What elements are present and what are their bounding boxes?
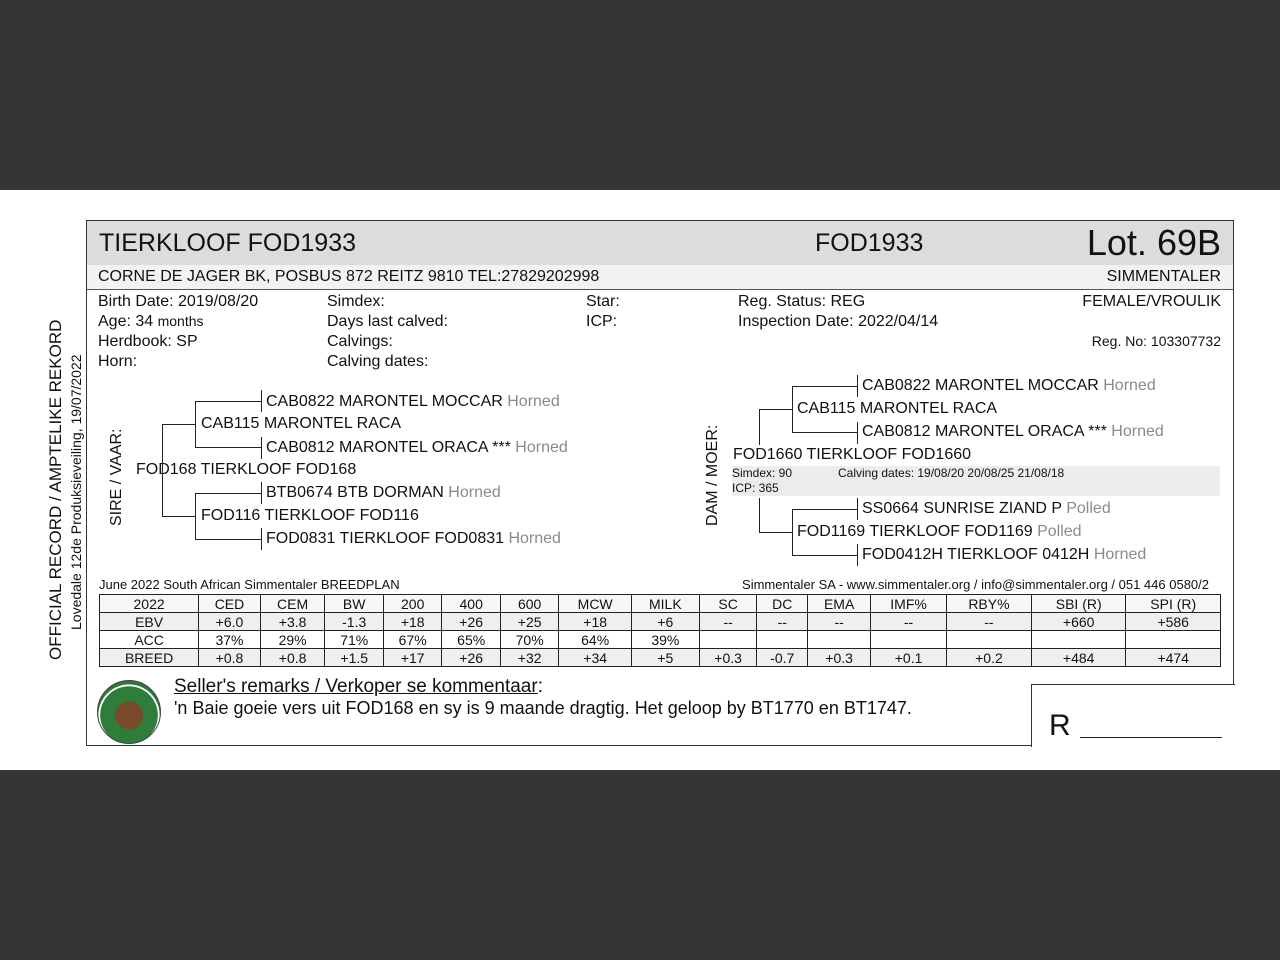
table-cell: +0.8: [260, 649, 325, 667]
pedigree-name: FOD1169 TIERKLOOF FOD1169: [797, 523, 1033, 540]
dam-sire-sire: [862, 377, 1156, 395]
calving-dates: Calving dates:: [327, 353, 429, 370]
connector-line: [792, 432, 857, 433]
dam-dam: [797, 523, 1082, 541]
table-header: RBY%: [946, 595, 1031, 613]
table-cell: +660: [1031, 613, 1125, 631]
connector-line: [792, 555, 857, 556]
table-header: IMF%: [871, 595, 947, 613]
animal-name: TIERKLOOF FOD1933: [99, 229, 357, 257]
pedigree-name: CAB0822 MARONTEL MOCCAR: [862, 377, 1099, 394]
sex: FEMALE/VROULIK: [1082, 293, 1221, 310]
table-cell: +0.2: [946, 649, 1031, 667]
connector-line: [162, 516, 196, 517]
table-cell: +6: [631, 613, 699, 631]
table-cell: -1.3: [325, 613, 383, 631]
table-header: SPI (R): [1126, 595, 1221, 613]
official-record-label: OFFICIAL RECORD / AMPTELIKE REKORD: [46, 319, 65, 660]
connector-line: [857, 422, 858, 444]
table-cell: --: [808, 613, 871, 631]
remarks-title-text: Seller's remarks / Verkoper se kommentaar: [174, 676, 538, 697]
age: [98, 313, 204, 331]
table-cell: +26: [442, 649, 500, 667]
sire-dam-dam: [266, 530, 561, 548]
table-header: 200: [383, 595, 441, 613]
table-cell: [757, 631, 808, 649]
breedplan-label: June 2022 South African Simmentaler BREEDPLAN: [99, 577, 400, 592]
pedigree-name: CAB0812 MARONTEL ORACA ***: [862, 423, 1107, 440]
connector-line: [261, 437, 262, 459]
table-cell: --: [871, 613, 947, 631]
age-unit: months: [157, 313, 204, 329]
table-cell: +17: [383, 649, 441, 667]
sale-label: Lovedale 12de Produksieveiling, 19/07/2022: [68, 354, 84, 630]
dam-dam-sire: [862, 500, 1111, 518]
table-cell: +0.1: [871, 649, 947, 667]
table-header: SC: [699, 595, 757, 613]
table-cell: 67%: [383, 631, 441, 649]
connector-line: [759, 409, 792, 410]
sire-sire-sire: [266, 393, 560, 411]
sire-label: SIRE / VAAR:: [108, 428, 125, 526]
table-cell: +0.8: [199, 649, 261, 667]
horn-status: Horned: [1111, 423, 1164, 440]
connector-line: [857, 498, 858, 520]
dam-calving-dates: Calving dates: 19/08/20 20/08/25 21/08/18: [838, 466, 1065, 480]
pedigree-name: FOD0831 TIERKLOOF FOD0831: [266, 530, 505, 547]
table-cell: 64%: [559, 631, 632, 649]
connector-line: [857, 544, 858, 566]
animal-code: FOD1933: [815, 229, 924, 257]
table-cell: --: [946, 613, 1031, 631]
table-cell: +25: [500, 613, 558, 631]
pedigree-name: CAB0812 MARONTEL ORACA ***: [266, 439, 511, 456]
connector-line: [195, 493, 196, 539]
connector-line: [261, 482, 262, 504]
horn: Horn:: [98, 353, 138, 370]
horn-status: Horned: [508, 530, 561, 547]
table-header: 400: [442, 595, 500, 613]
connector-line: [195, 539, 261, 540]
table-cell: +5: [631, 649, 699, 667]
dam: FOD1660 TIERKLOOF FOD1660: [733, 446, 972, 463]
dam-simdex: Simdex: 90: [732, 466, 793, 480]
remarks-text: 'n Baie goeie vers uit FOD168 en sy is 9 maande dragtig. Het geloop by BT1770 en BT1747.: [174, 698, 912, 718]
connector-line: [261, 528, 262, 550]
table-cell: 37%: [199, 631, 261, 649]
table-cell: [808, 631, 871, 649]
table-header: CED: [199, 595, 261, 613]
table-cell: +0.3: [808, 649, 871, 667]
table-header: MCW: [559, 595, 632, 613]
pedigree-name: CAB0822 MARONTEL MOCCAR: [266, 393, 503, 410]
table-cell: +32: [500, 649, 558, 667]
connector-line: [195, 493, 261, 494]
star: Star:: [586, 293, 620, 310]
horn-status: Horned: [1093, 546, 1147, 563]
sire-dam-sire: [266, 484, 501, 502]
connector-line: [759, 498, 760, 532]
table-cell: +1.5: [325, 649, 383, 667]
table-header-row: [100, 595, 1221, 613]
dam-icp: ICP: 365: [732, 481, 779, 495]
connector-line: [162, 424, 163, 516]
table-cell: 71%: [325, 631, 383, 649]
table-cell: 39%: [631, 631, 699, 649]
table-cell: 29%: [260, 631, 325, 649]
icp: ICP:: [586, 313, 618, 330]
table-cell: +474: [1126, 649, 1221, 667]
table-cell: +586: [1126, 613, 1221, 631]
dam-dam-dam: [862, 546, 1146, 564]
connector-line: [195, 401, 196, 447]
dam-sire: CAB115 MARONTEL RACA: [797, 400, 998, 417]
table-row: [100, 649, 1221, 667]
lot-number: Lot. 69B: [1086, 222, 1221, 263]
table-cell: +484: [1031, 649, 1125, 667]
inspection-date: Inspection Date: 2022/04/14: [738, 313, 939, 330]
sire-sire: CAB115 MARONTEL RACA: [201, 415, 402, 432]
connector-line: [195, 447, 261, 448]
remarks-title: [174, 676, 543, 698]
table-cell: +34: [559, 649, 632, 667]
table-header: 2022: [100, 595, 199, 613]
table-cell: +0.3: [699, 649, 757, 667]
simdex: Simdex:: [327, 293, 385, 310]
breedplan-contact: Simmentaler SA - www.simmentaler.org / info@simmentaler.org / 051 446 0580/2: [742, 577, 1209, 592]
table-cell: 65%: [442, 631, 500, 649]
table-header: DC: [757, 595, 808, 613]
herdbook: Herdbook: SP: [98, 333, 198, 350]
horn-status: Horned: [448, 484, 501, 501]
remarks-colon: :: [537, 676, 543, 697]
connector-line: [792, 509, 793, 555]
simmentaler-logo-icon: [97, 680, 161, 744]
table-header: MILK: [631, 595, 699, 613]
table-cell: [946, 631, 1031, 649]
birth-date: Birth Date: 2019/08/20: [98, 293, 259, 310]
table-header: BW: [325, 595, 383, 613]
connector-line: [162, 424, 196, 425]
connector-line: [261, 390, 262, 412]
table-header: 600: [500, 595, 558, 613]
horn-status: Horned: [515, 439, 568, 456]
dam-sire-dam: [862, 423, 1164, 441]
horn-status: Horned: [507, 393, 560, 410]
table-cell: ACC: [100, 631, 199, 649]
connector-line: [792, 509, 857, 510]
table-cell: [1031, 631, 1125, 649]
table-cell: EBV: [100, 613, 199, 631]
table-cell: +18: [383, 613, 441, 631]
table-cell: -0.7: [757, 649, 808, 667]
connector-line: [759, 532, 792, 533]
reg-number: Reg. No: 103307732: [1091, 333, 1221, 349]
price-box: [1031, 684, 1235, 747]
table-cell: [699, 631, 757, 649]
price-line: [1080, 737, 1222, 738]
table-cell: +3.8: [260, 613, 325, 631]
pedigree-name: BTB0674 BTB DORMAN: [266, 484, 444, 501]
owner-row: [87, 265, 1233, 290]
connector-line: [195, 401, 261, 402]
pedigree-name: FOD0412H TIERKLOOF 0412H: [862, 546, 1090, 563]
owner-address: CORNE DE JAGER BK, POSBUS 872 REITZ 9810 TEL:27829202998: [98, 268, 600, 285]
table-cell: BREED: [100, 649, 199, 667]
sire-sire-dam: [266, 439, 568, 457]
pedigree-name: SS0664 SUNRISE ZIAND P: [862, 500, 1062, 517]
connector-line: [792, 386, 793, 432]
sire: FOD168 TIERKLOOF FOD168: [136, 461, 357, 478]
table-header: SBI (R): [1031, 595, 1125, 613]
sire-dam: FOD116 TIERKLOOF FOD116: [201, 507, 419, 524]
table-header: CEM: [260, 595, 325, 613]
days-last-calved: Days last calved:: [327, 313, 448, 330]
connector-line: [759, 409, 760, 445]
connector-line: [857, 375, 858, 397]
table-cell: --: [757, 613, 808, 631]
horn-status: Polled: [1037, 523, 1082, 540]
table-cell: 70%: [500, 631, 558, 649]
table-cell: [871, 631, 947, 649]
age-value: Age: 34: [98, 313, 154, 330]
price-label: R: [1049, 709, 1071, 742]
dam-info-box: [732, 466, 1220, 496]
calvings: Calvings:: [327, 333, 393, 350]
table-cell: --: [699, 613, 757, 631]
table-cell: [1126, 631, 1221, 649]
card-header: [87, 221, 1233, 266]
table-header: EMA: [808, 595, 871, 613]
table-cell: +6.0: [199, 613, 261, 631]
horn-status: Horned: [1103, 377, 1156, 394]
ebv-table: [99, 594, 1221, 667]
horn-status: Polled: [1066, 500, 1111, 517]
reg-status: Reg. Status: REG: [738, 293, 866, 310]
table-row: [100, 613, 1221, 631]
table-cell: +18: [559, 613, 632, 631]
dam-label: DAM / MOER:: [704, 424, 721, 526]
connector-line: [792, 386, 857, 387]
breed-name: SIMMENTALER: [1106, 268, 1221, 285]
table-row: [100, 631, 1221, 649]
table-cell: +26: [442, 613, 500, 631]
